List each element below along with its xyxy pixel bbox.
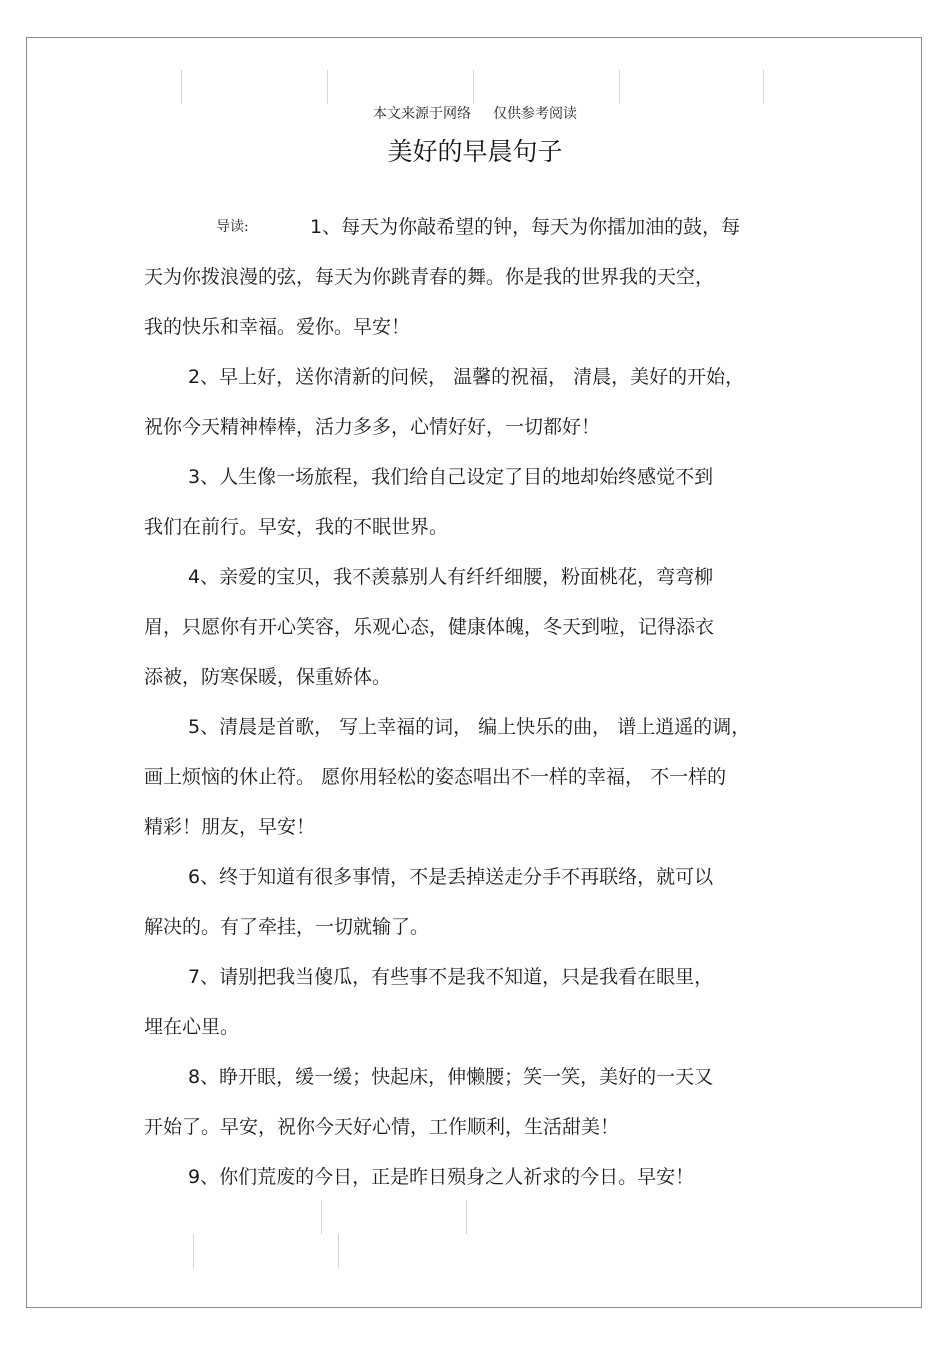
text-line: 1、每天为你敲希望的钟，每天为你擂加油的鼓，每 — [310, 216, 741, 238]
text-line: 开始了。早安，祝你今天好心情，工作顺利，生活甜美！ — [144, 1116, 620, 1138]
text-line: 天为你拨浪漫的弦，每天为你跳青春的舞。你是我的世界我的天空， — [144, 266, 715, 288]
text-line: 眉，只愿你有开心笑容，乐观心态，健康体魄，冬天到啦，记得添衣 — [144, 616, 715, 638]
text-line: 祝你今天精神棒棒，活力多多，心情好好，一切都好！ — [144, 416, 601, 438]
text-line: 埋在心里。 — [144, 1016, 240, 1038]
divider — [466, 1200, 467, 1234]
text-line: 6、终于知道有很多事情，不是丢掉送走分手不再联络，就可以 — [188, 866, 714, 888]
divider — [619, 70, 620, 104]
intro-label: 导读: — [216, 219, 249, 235]
text-line: 5、清晨是首歌， 写上幸福的词， 编上快乐的曲， 谱上逍遥的调， — [188, 716, 751, 738]
disclaimer-text: 仅供参考阅读 — [493, 106, 577, 122]
text-line: 4、亲爱的宝贝，我不羡慕别人有纤纤细腰，粉面桃花，弯弯柳 — [188, 566, 714, 588]
divider — [763, 70, 764, 104]
text-line: 我的快乐和幸福。爱你。早安！ — [144, 316, 411, 338]
source-text: 本文来源于网络 — [373, 106, 471, 122]
divider — [193, 1234, 194, 1268]
text-line: 7、请别把我当傻瓜，有些事不是我不知道，只是我看在眼里， — [188, 966, 714, 988]
divider — [181, 70, 182, 104]
text-line: 添被，防寒保暖，保重娇体。 — [144, 666, 392, 688]
text-line: 我们在前行。早安，我的不眠世界。 — [144, 516, 449, 538]
divider — [327, 70, 328, 104]
text-line: 3、人生像一场旅程，我们给自己设定了目的地却始终感觉不到 — [188, 466, 714, 488]
text-line: 8、睁开眼，缓一缓；快起床，伸懒腰；笑一笑，美好的一天又 — [188, 1066, 714, 1088]
text-line: 2、早上好，送你清新的问候， 温馨的祝福， 清晨，美好的开始， — [188, 366, 745, 388]
text-line: 9、你们荒废的今日，正是昨日殒身之人祈求的今日。早安！ — [188, 1166, 695, 1188]
divider — [338, 1234, 339, 1268]
source-note — [0, 103, 950, 123]
divider — [473, 70, 474, 104]
divider — [321, 1200, 322, 1234]
text-line: 精彩！朋友，早安！ — [144, 816, 316, 838]
text-line: 画上烦恼的休止符。 愿你用轻松的姿态唱出不一样的幸福， 不一样的 — [144, 766, 727, 788]
text-line: 解决的。有了牵挂，一切就输了。 — [144, 916, 430, 938]
page-title: 美好的早晨句子 — [387, 137, 563, 166]
